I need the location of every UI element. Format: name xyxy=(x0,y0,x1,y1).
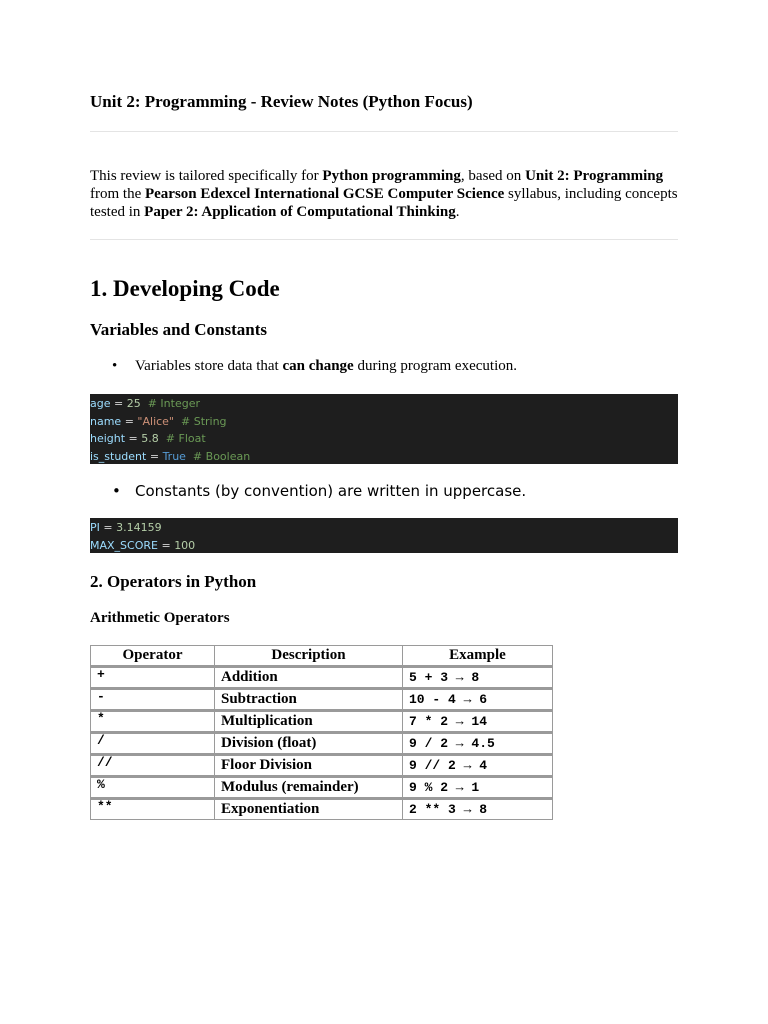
code-block-constants xyxy=(90,518,678,553)
example-cell: 7 * 2 → 14 xyxy=(403,711,553,733)
intro-text: syllabus, including concepts tested in xyxy=(90,186,678,220)
code-token-name: age xyxy=(90,397,111,410)
code-line xyxy=(90,413,678,431)
operator-cell: + xyxy=(91,667,215,689)
code-token-op: = xyxy=(146,449,163,463)
code-token-comment: # Boolean xyxy=(185,449,251,463)
operator-cell: ** xyxy=(91,799,215,820)
intro-text: from the xyxy=(90,186,145,202)
section-heading-developing-code: 1. Developing Code xyxy=(90,276,280,301)
bullet-text: Constants (by convention) are written in uppercase. xyxy=(135,482,527,500)
intro-paragraph xyxy=(90,167,680,221)
code-token-op: = xyxy=(110,397,127,410)
column-header-example: Example xyxy=(403,646,553,667)
operator-cell: // xyxy=(91,755,215,777)
code-line xyxy=(90,430,678,448)
description-cell: Exponentiation xyxy=(215,799,403,820)
bullet-icon: • xyxy=(112,482,121,500)
description-cell: Floor Division xyxy=(215,755,403,777)
operator-cell: * xyxy=(91,711,215,733)
code-token-name: height xyxy=(90,432,126,445)
code-token-name: name xyxy=(90,414,122,428)
bullet-text: Variables store data that can change during program execution. xyxy=(135,358,517,374)
code-token-name: PI xyxy=(90,521,100,534)
code-token-comment: # String xyxy=(174,414,227,428)
code-line xyxy=(90,448,678,465)
intro-bold-text: Pearson Edexcel International GCSE Computer Science xyxy=(144,186,505,202)
code-token-value: "Alice" xyxy=(137,414,174,428)
operator-cell: - xyxy=(91,689,215,711)
code-token-op: = xyxy=(125,432,142,445)
intro-bold-text: Unit 2: Programming xyxy=(525,168,664,184)
divider xyxy=(90,131,678,132)
example-cell: 9 % 2 → 1 xyxy=(403,777,553,799)
subheading-variables-constants: Variables and Constants xyxy=(90,320,267,339)
code-token-value: 5.8 xyxy=(141,432,159,445)
divider xyxy=(90,239,678,240)
code-line xyxy=(90,519,678,537)
table-row xyxy=(91,733,553,755)
intro-bold-text: Python programming xyxy=(322,168,461,184)
example-cell: 5 + 3 → 8 xyxy=(403,667,553,689)
table-row xyxy=(91,711,553,733)
code-token-op: = xyxy=(99,521,117,534)
section-heading-operators: 2. Operators in Python xyxy=(90,572,257,591)
code-token-comment: # Float xyxy=(158,432,206,445)
code-line xyxy=(90,395,678,413)
example-cell: 10 - 4 → 6 xyxy=(403,689,553,711)
code-token-op: = xyxy=(121,414,138,428)
bullet-icon: • xyxy=(112,358,118,374)
table-row xyxy=(91,777,553,799)
table-row xyxy=(91,799,553,820)
table-row xyxy=(91,755,553,777)
code-token-name: MAX_SCORE xyxy=(90,538,158,552)
code-token-value: 3.14159 xyxy=(116,521,162,534)
example-cell: 9 // 2 → 4 xyxy=(403,755,553,777)
code-block-variables xyxy=(90,394,678,464)
intro-text: . xyxy=(455,204,460,220)
code-line xyxy=(90,537,678,554)
page-title: Unit 2: Programming - Review Notes (Python Focus) xyxy=(90,92,473,111)
arithmetic-operators-table xyxy=(90,645,553,820)
description-cell: Subtraction xyxy=(215,689,403,711)
intro-text: , based on xyxy=(460,168,526,184)
code-token-value: 25 xyxy=(126,397,141,410)
column-header-description: Description xyxy=(215,646,403,667)
example-cell: 9 / 2 → 4.5 xyxy=(403,733,553,755)
description-cell: Addition xyxy=(215,667,403,689)
subheading-arithmetic-operators: Arithmetic Operators xyxy=(90,610,230,626)
table-row xyxy=(91,689,553,711)
code-token-value: True xyxy=(162,449,186,463)
column-header-operator: Operator xyxy=(91,646,215,667)
table-header-row xyxy=(91,646,553,667)
operator-cell: % xyxy=(91,777,215,799)
code-token-op: = xyxy=(157,538,175,552)
example-cell: 2 ** 3 → 8 xyxy=(403,799,553,820)
description-cell: Division (float) xyxy=(215,733,403,755)
table-row xyxy=(91,667,553,689)
intro-text: This review is tailored specifically for xyxy=(90,168,323,184)
code-token-value: 100 xyxy=(174,538,196,552)
operator-cell: / xyxy=(91,733,215,755)
code-token-comment: # Integer xyxy=(140,397,200,410)
description-cell: Multiplication xyxy=(215,711,403,733)
code-token-name: is_student xyxy=(90,449,147,463)
description-cell: Modulus (remainder) xyxy=(215,777,403,799)
intro-bold-text: Paper 2: Application of Computational Thinking xyxy=(144,204,456,220)
